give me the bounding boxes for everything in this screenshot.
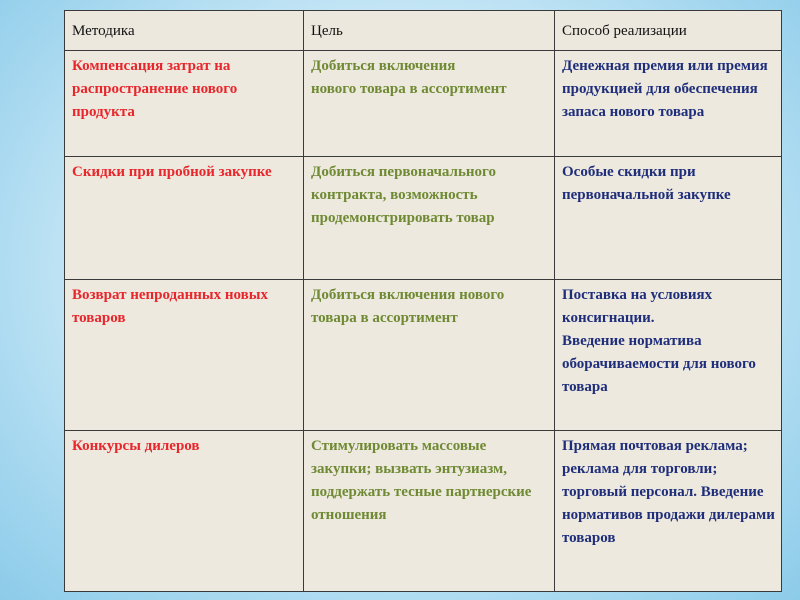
cell-text: Конкурсы дилеров (72, 438, 200, 454)
cell-text: Добиться включения нового товара в ассортимент (311, 58, 507, 97)
cell-text: Добиться включения нового товара в ассортимент (311, 287, 505, 326)
cell-implementation (555, 280, 782, 431)
cell-implementation (555, 51, 782, 157)
methods-table (64, 10, 782, 592)
cell-text: Денежная премия или премия продукцией для обеспечения запаса нового товара (562, 58, 768, 120)
cell-method (65, 157, 304, 280)
cell-text: Поставка на условиях консигнации. Введение норматива оборачиваемости для нового товара (562, 287, 756, 395)
table-row (65, 157, 782, 280)
cell-goal (304, 51, 555, 157)
cell-text: Прямая почтовая реклама; реклама для торговли; торговый персонал. Введение нормативов продажи дилерами товаров (562, 438, 775, 546)
cell-text: Добиться первоначального контракта, возможность продемонстрировать товар (311, 164, 496, 226)
cell-implementation (555, 157, 782, 280)
cell-method (65, 280, 304, 431)
table-row (65, 51, 782, 157)
table-header-row (65, 11, 782, 51)
cell-goal (304, 157, 555, 280)
cell-method (65, 51, 304, 157)
cell-text: Компенсация затрат на распространение нового продукта (72, 58, 238, 120)
cell-method (65, 431, 304, 592)
header-method: Методика (65, 11, 304, 51)
cell-goal (304, 431, 555, 592)
table-row (65, 280, 782, 431)
header-goal: Цель (304, 11, 555, 51)
cell-text: Скидки при пробной закупке (72, 164, 272, 180)
cell-goal (304, 280, 555, 431)
cell-implementation (555, 431, 782, 592)
cell-text: Особые скидки при первоначальной закупке (562, 164, 731, 203)
cell-text: Стимулировать массовые закупки; вызвать энтузиазм, поддержать тесные партнерские отношения (311, 438, 532, 523)
cell-text: Возврат непроданных новых товаров (72, 287, 268, 326)
table-row (65, 431, 782, 592)
header-implementation: Способ реализации (555, 11, 782, 51)
